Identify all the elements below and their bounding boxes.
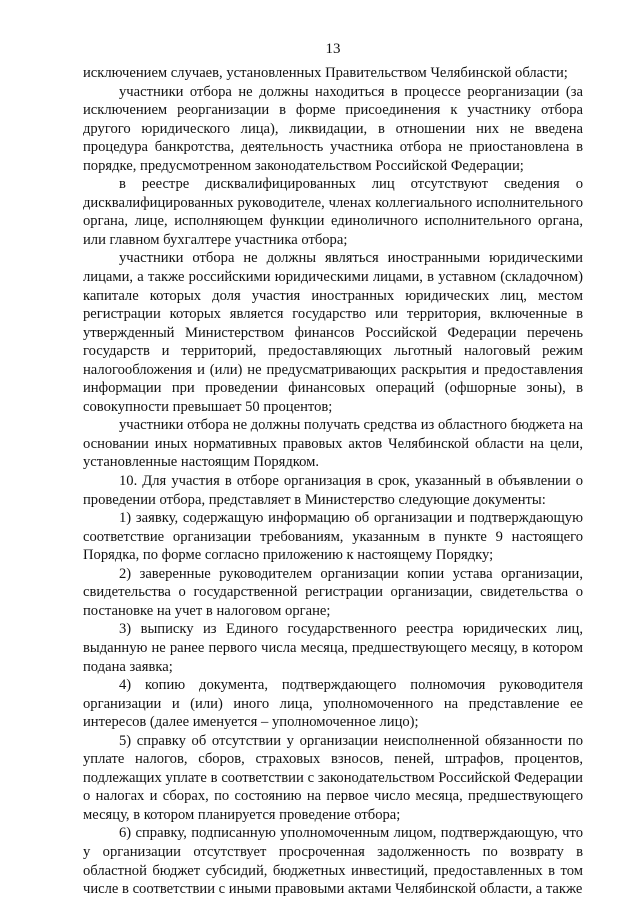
paragraph-reorganization-requirement: участники отбора не должны находиться в процессе реорганизации (за исключением реорганизации в форме присоединения к участнику отбора другого юридического лица), ликвидации, в отношении них не введена процедура банкротства, деятельность участника отбора не приостановлена в порядке, предусмотренном законодательством Российской Федерации;	[83, 83, 583, 174]
page-number: 13	[325, 41, 341, 57]
paragraph-continuation: исключением случаев, установленных Правительством Челябинской области;	[83, 65, 568, 81]
paragraph-document-2-charter-copies: 2) заверенные руководителем организации копии устава организации, свидетельства о государственной регистрации организации, свидетельства о постановке на учет в налоговом органе;	[83, 565, 583, 619]
paragraph-document-5-tax-certificate: 5) справку об отсутствии у организации неисполненной обязанности по уплате налогов, сборов, страховых взносов, пеней, штрафов, процентов, подлежащих уплате в соответствии с законодательством Российской Федерации о налогах и сборах, по состоянию на первое число месяца, предшествующего месяцу, в котором планируется проведение отбора;	[83, 732, 583, 823]
paragraph-document-3-registry-extract: 3) выписку из Единого государственного реестра юридических лиц, выданную не ранее первого числа месяца, предшествующего месяцу, в котором подана заявка;	[83, 621, 583, 675]
paragraph-document-4-authority-copy: 4) копию документа, подтверждающего полномочия руководителя организации и (или) иного лица, уполномоченного на представление ее интересов (далее именуется – уполномоченное лицо);	[83, 677, 583, 731]
paragraph-document-1-application: 1) заявку, содержащую информацию об организации и подтверждающую соответствие организации требованиям, указанным в пункте 9 настоящего Порядка, по форме согласно приложению к настоящему Порядку;	[83, 510, 583, 564]
paragraph-disqualified-persons-requirement: в реестре дисквалифицированных лиц отсутствуют сведения о дисквалифицированных руководителе, членах коллегиального исполнительного органа, лице, исполняющем функции единоличного исполнительного органа, или главном бухгалтере участника отбора;	[83, 176, 583, 248]
document-body	[83, 64, 583, 899]
paragraph-foreign-entities-requirement: участники отбора не должны являться иностранными юридическими лицами, а также российскими юридическими лицами, в уставном (складочном) капитале которых доля участия иностранных юридических лиц, местом регистрации которых является государство или территория, включенные в утвержденный Министерством финансов Российской Федерации перечень государств и территорий, предоставляющих льготный налоговый режим налогообложения и (или) не предусматривающих раскрытия и предоставления информации при проведении финансовых операций (офшорные зоны), в совокупности превышает 50 процентов;	[83, 250, 583, 415]
paragraph-document-6-debt-certificate: 6) справку, подписанную уполномоченным лицом, подтверждающую, что у организации отсутствует просроченная задолженность по возврату в областной бюджет субсидий, бюджетных инвестиций, предоставленных в том числе в соответствии с иными правовыми актами Челябинской области, а также	[83, 825, 583, 898]
paragraph-other-funding-requirement: участники отбора не должны получать средства из областного бюджета на основании иных нормативных правовых актов Челябинской области на цели, установленные настоящим Порядком.	[83, 417, 583, 471]
paragraph-item-10: 10. Для участия в отборе организация в срок, указанный в объявлении о проведении отбора, представляет в Министерство следующие документы:	[83, 473, 583, 508]
